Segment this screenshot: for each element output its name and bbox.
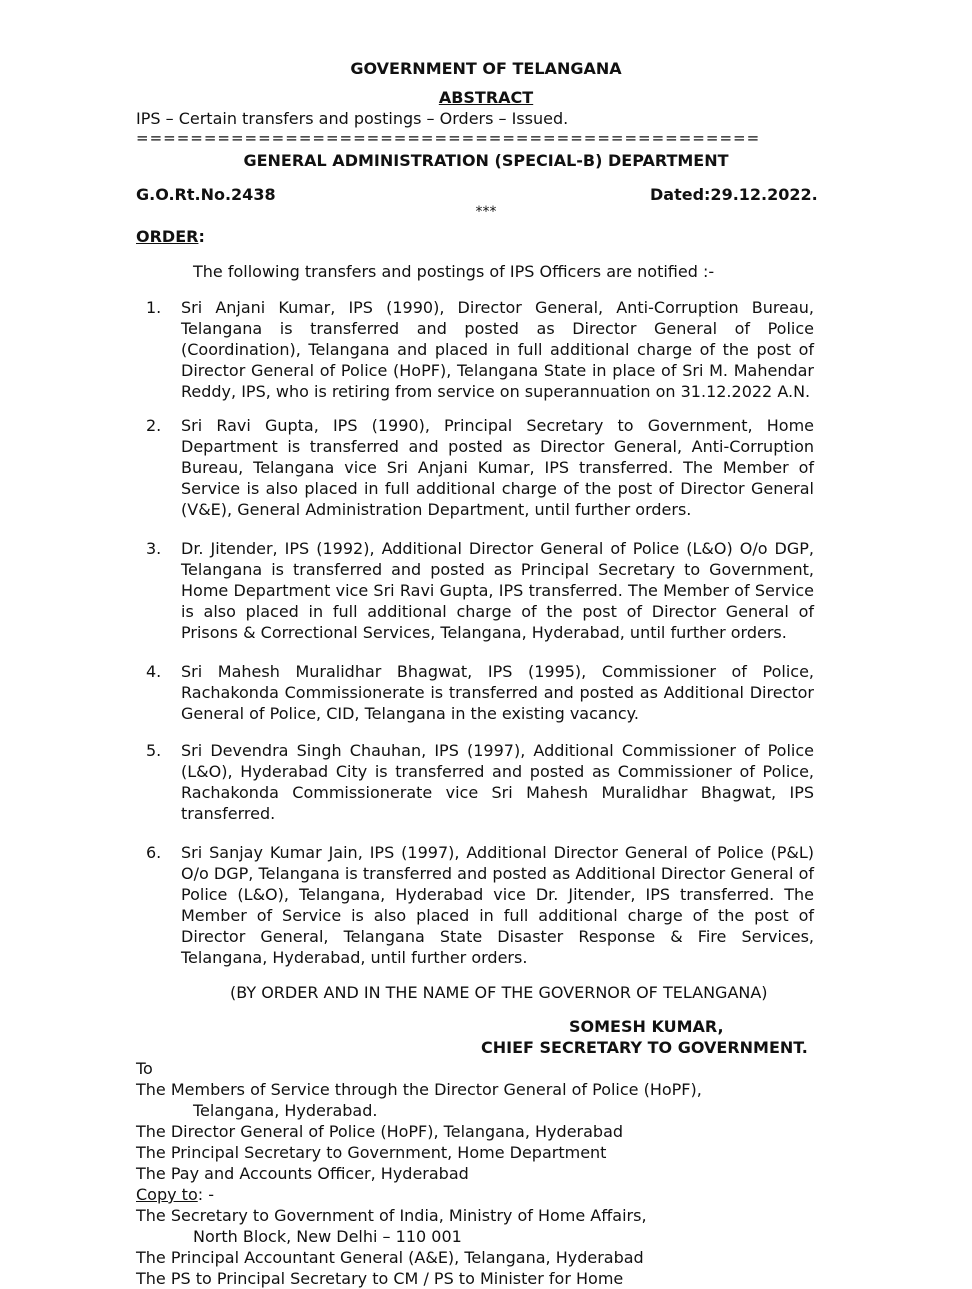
separator-stars: ***: [475, 204, 497, 220]
copy-line: The Principal Accountant General (A&E), Telangana, Hyderabad: [136, 1248, 644, 1267]
abstract-label: ABSTRACT: [438, 88, 534, 107]
order-item-6: [136, 842, 814, 968]
copy-to-label: Copy to: [136, 1185, 198, 1204]
by-order-line: (BY ORDER AND IN THE NAME OF THE GOVERNOR OF TELANGANA): [230, 983, 768, 1002]
copy-line: The Secretary to Government of India, Ministry of Home Affairs,: [136, 1206, 647, 1225]
item-text: Sri Ravi Gupta, IPS (1990), Principal Secretary to Government, Home Department is transferred and posted as Director General, Anti-Corruption Bureau, Telangana vice Sri Anjani Kumar, IPS transferred. The Member of Service is also placed in full additional charge of the post of Director General (V&E), General Administration Department, until further orders.: [181, 416, 814, 519]
item-number: 3.: [146, 539, 162, 558]
to-line: The Principal Secretary to Government, Home Department: [136, 1143, 607, 1162]
signatory-name: SOMESH KUMAR,: [569, 1017, 724, 1036]
item-number: 1.: [146, 298, 162, 317]
item-text: Sri Mahesh Muralidhar Bhagwat, IPS (1995), Commissioner of Police, Rachakonda Commissionerate is transferred and posted as Additional Director General of Police, CID, Telangana in the existing vacancy.: [181, 662, 814, 723]
to-line: The Pay and Accounts Officer, Hyderabad: [136, 1164, 469, 1183]
item-number: 6.: [146, 843, 162, 862]
order-item-2: [136, 415, 814, 520]
item-number: 2.: [146, 416, 162, 435]
order-item-5: [136, 740, 814, 824]
order-item-4: [136, 661, 814, 724]
copy-line: North Block, New Delhi – 110 001: [193, 1227, 462, 1246]
order-colon: :: [198, 227, 205, 246]
signatory-title: CHIEF SECRETARY TO GOVERNMENT.: [481, 1038, 808, 1057]
department-heading: GENERAL ADMINISTRATION (SPECIAL-B) DEPARTMENT: [243, 151, 729, 170]
item-text: Sri Devendra Singh Chauhan, IPS (1997), Additional Commissioner of Police (L&O), Hyderabad City is transferred and posted as Commissioner of Police, Rachakonda Commissionerate vice Sri Mahesh Muralidhar Bhagwat, IPS transferred.: [181, 741, 814, 823]
order-heading: [136, 226, 205, 247]
copy-to-heading: [136, 1184, 836, 1205]
order-date: Dated:29.12.2022.: [650, 185, 818, 204]
to-label: To: [136, 1059, 153, 1078]
copy-to-suffix: : -: [197, 1185, 214, 1204]
to-line: The Members of Service through the Director General of Police (HoPF),: [136, 1080, 702, 1099]
to-line: The Director General of Police (HoPF), Telangana, Hyderabad: [136, 1122, 624, 1141]
to-line: Telangana, Hyderabad.: [193, 1101, 378, 1120]
subject-line: IPS – Certain transfers and postings – Orders – Issued.: [136, 109, 569, 128]
order-item-3: [136, 538, 814, 643]
separator-line: ==============================================: [136, 129, 761, 147]
order-intro: The following transfers and postings of IPS Officers are notified :-: [193, 262, 715, 281]
item-number: 4.: [146, 662, 162, 681]
item-number: 5.: [146, 741, 162, 760]
order-item-1: [136, 297, 814, 402]
government-heading: GOVERNMENT OF TELANGANA: [350, 59, 622, 78]
order-label: ORDER: [136, 227, 199, 246]
item-text: Sri Sanjay Kumar Jain, IPS (1997), Additional Director General of Police (P&L) O/o DGP, Telangana is transferred and posted as Additional Director General of Police (L&O), Telangana, Hyderabad vice Dr. Jitender, IPS transferred. The Member of Service is also placed in full additional charge of the post of Director General, Telangana State Disaster Response & Fire Services, Telangana, Hyderabad, until further orders.: [181, 843, 814, 967]
go-number: G.O.Rt.No.2438: [136, 185, 276, 204]
item-text: Sri Anjani Kumar, IPS (1990), Director General, Anti-Corruption Bureau, Telangana is transferred and posted as Director General of Police (Coordination), Telangana and placed in full additional charge of the post of Director General of Police (HoPF), Telangana State in place of Sri M. Mahendar Reddy, IPS, who is retiring from service on superannuation on 31.12.2022 A.N.: [181, 298, 814, 401]
copy-line: The PS to Principal Secretary to CM / PS to Minister for Home: [136, 1269, 624, 1288]
item-text: Dr. Jitender, IPS (1992), Additional Director General of Police (L&O) O/o DGP, Telangana is transferred and posted as Principal Secretary to Government, Home Department vice Sri Ravi Gupta, IPS transferred. The Member of Service is also placed in full additional charge of the post of Director General of Prisons & Correctional Services, Telangana, Hyderabad, until further orders.: [181, 539, 814, 642]
distribution-list: [136, 1058, 836, 1289]
